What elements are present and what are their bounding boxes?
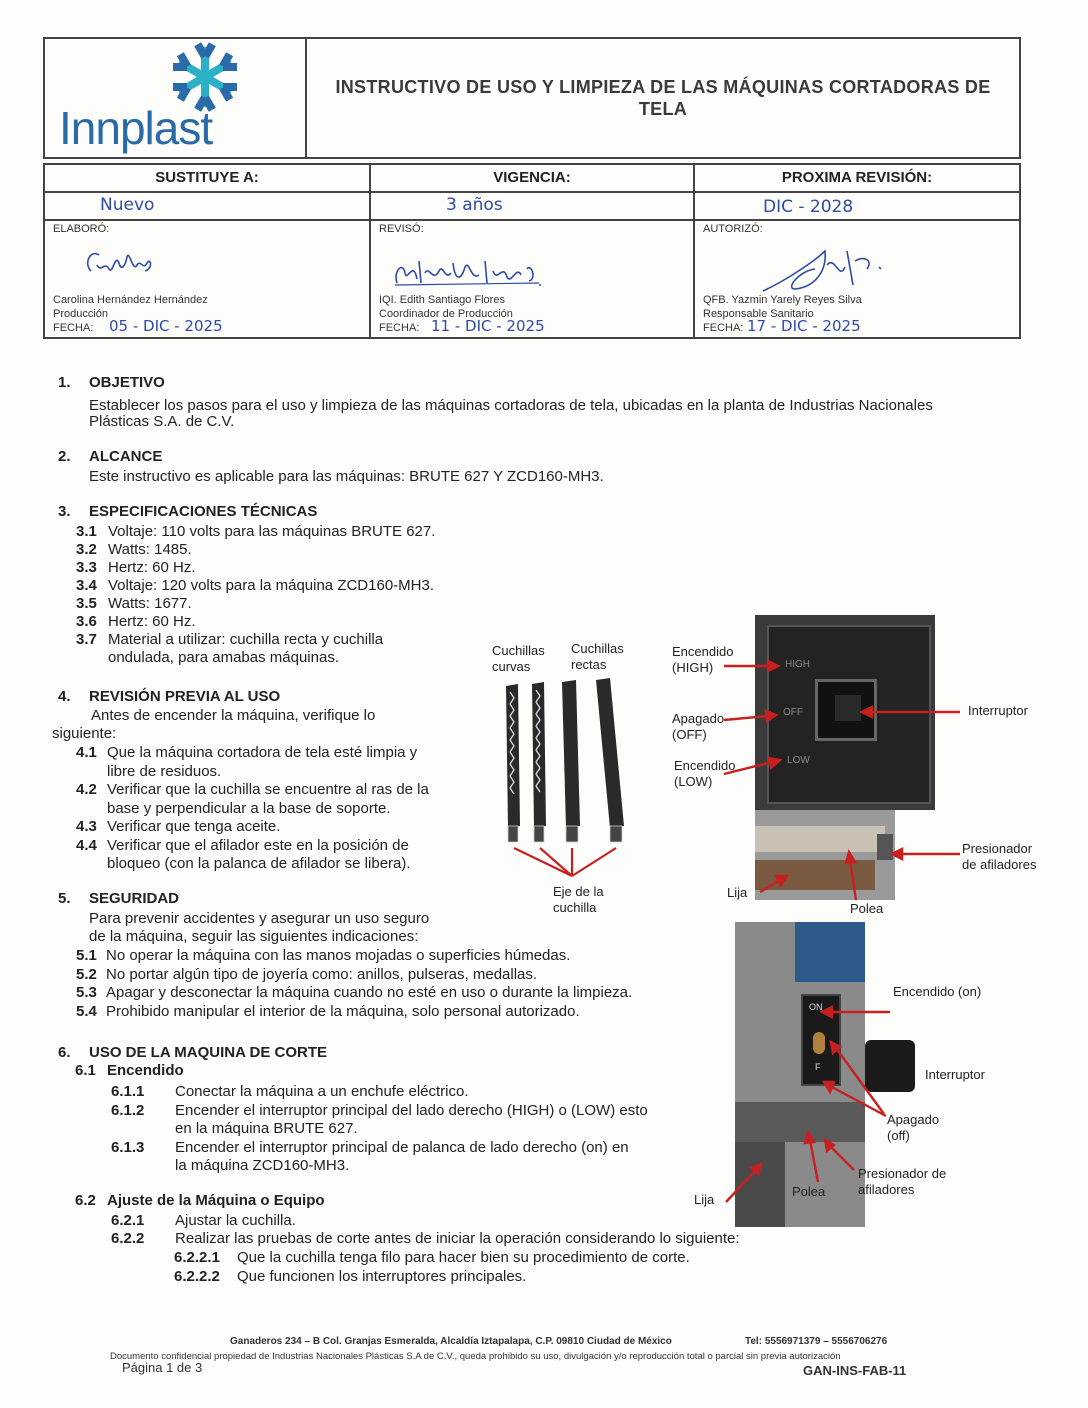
signature-yazmin-icon: [755, 241, 895, 301]
footer-page: Página 1 de 3: [122, 1360, 203, 1375]
fig3-label-interruptor: Interruptor: [925, 1067, 985, 1082]
fig2-low-line1: Encendido: [674, 758, 736, 773]
fig2-label-off: [672, 711, 724, 743]
section-4-title: REVISIÓN PREVIA AL USO: [89, 688, 281, 705]
item-text: Que funcionen los interruptores principales.: [237, 1267, 527, 1285]
fig2-off-line1: Apagado: [672, 711, 725, 726]
section-5-number: 5.: [58, 890, 71, 907]
fig3-label-apagado: [887, 1112, 939, 1144]
item-text: Hertz: 60 Hz.: [108, 559, 196, 576]
vigencia-header: VIGENCIA:: [371, 165, 695, 193]
fig1-curvas-line2: curvas: [492, 659, 531, 674]
stamp-f: F: [815, 1062, 821, 1072]
item-text: Realizar las pruebas de corte antes de iniciar la operación considerando lo siguiente:: [175, 1230, 740, 1247]
section-5-intro-line1: Para prevenir accidentes y asegurar un uso seguro: [89, 910, 430, 927]
autorizo-fecha: 17 - DIC - 2025: [747, 317, 861, 335]
item-number: 3.5: [76, 595, 97, 612]
item-number: 3.1: [76, 523, 97, 540]
item-text: Apagar y desconectar la máquina cuando no esté en uso o durante la limpieza.: [106, 984, 633, 1001]
item-number: 4.1: [76, 744, 97, 761]
item-text: Encender el interruptor principal de palanca de lado derecho (on) en: [175, 1139, 629, 1156]
fig2-label-polea: Polea: [850, 901, 884, 916]
section-1-number: 1.: [58, 374, 71, 391]
item-text-continued: bloqueo (con la palanca de afilador se libera).: [107, 855, 411, 872]
footer-code: GAN-INS-FAB-11: [803, 1363, 907, 1378]
fig2-pres-line2: de afiladores: [962, 857, 1037, 872]
stamp-on: ON: [809, 1002, 823, 1012]
fig2-label-lija: Lija: [727, 885, 748, 900]
item-text: Voltaje: 120 volts para la máquina ZCD160-MH3.: [108, 577, 435, 594]
sustituye-header: SUSTITUYE A:: [45, 165, 371, 193]
fig1-label-curvas: [492, 643, 545, 675]
fig2-low-line2: (LOW): [674, 774, 713, 789]
fig2-high-line2: (HIGH): [672, 660, 714, 675]
section-2-text: Este instructivo es aplicable para las máquinas: BRUTE 627 Y ZCD160-MH3.: [89, 468, 604, 485]
subsection-6-1-number: 6.1: [75, 1062, 96, 1079]
stamp-high: HIGH: [785, 659, 810, 670]
reviso-name: IQI. Edith Santiago Flores: [379, 294, 505, 306]
item-text: Watts: 1485.: [108, 541, 192, 558]
section-1-title: OBJETIVO: [89, 374, 165, 391]
item-text: No portar algún tipo de joyería como: anillos, pulseras, medallas.: [106, 965, 538, 983]
blades-illustration-icon: [496, 676, 646, 886]
footer-address: Ganaderos 234 – B Col. Granjas Esmeralda, Alcaldía Iztapalapa, C.P. 09810 Ciudad de México: [230, 1336, 672, 1347]
footer-confidential: Documento confidencial propiedad de Industrias Nacionales Plásticas S.A de C.V., queda prohibido su uso, divulgación y/o reproducción total o parcial sin previa autorización: [110, 1351, 841, 1362]
fig2-high-line1: Encendido: [672, 644, 734, 659]
subsection-6-1-title: Encendido: [107, 1062, 184, 1079]
fig2-label-interruptor: Interruptor: [968, 703, 1028, 718]
section-4-intro-line1: Antes de encender la máquina, verifique lo: [91, 707, 376, 724]
signature-carolina-icon: [81, 243, 161, 283]
item-number: 5.2: [76, 965, 97, 983]
sustituye-cell: [45, 193, 371, 221]
stamp-low: LOW: [787, 755, 810, 766]
item-text-continued: base y perpendicular a la base de soporte.: [107, 799, 391, 817]
fig2-label-presionador: [962, 841, 1036, 873]
item-number: 6.2.1: [111, 1212, 145, 1229]
item-number: 3.6: [76, 613, 97, 630]
stamp-off: OFF: [783, 707, 803, 718]
item-number: 6.1.1: [111, 1083, 145, 1100]
item-text: Ajustar la cuchilla.: [175, 1212, 296, 1229]
sustituye-value: Nuevo: [100, 195, 155, 215]
proxima-header: PROXIMA REVISIÓN:: [695, 165, 1019, 193]
autorizo-cell: [695, 221, 1019, 337]
reviso-cell: [371, 221, 695, 337]
item-text-continued: libre de residuos.: [107, 762, 222, 780]
section-4-number: 4.: [58, 688, 71, 705]
item-number: 5.3: [76, 984, 97, 1001]
section-3-number: 3.: [58, 503, 71, 520]
fig3-label-polea: Polea: [792, 1184, 826, 1199]
fig1-rectas-line2: rectas: [571, 657, 607, 672]
section-2-title: ALCANCE: [89, 448, 163, 465]
fig3-label-on: Encendido (on): [893, 984, 982, 999]
vigencia-value: 3 años: [446, 195, 503, 215]
fig3-apagado-line2: (off): [887, 1128, 910, 1143]
proxima-value: DIC - 2028: [763, 197, 854, 217]
item-text: Verificar que la cuchilla se encuentre al ras de la: [107, 781, 429, 798]
reviso-fecha: 11 - DIC - 2025: [431, 317, 545, 335]
fig3-label-lija: Lija: [694, 1192, 715, 1207]
item-text: Conectar la máquina a un enchufe eléctrico.: [175, 1083, 469, 1100]
section-1-text-line2: Plásticas S.A. de C.V.: [89, 413, 235, 430]
fig2-label-high: [672, 644, 733, 676]
item-text: Prohibido manipular el interior de la máquina, solo personal autorizado.: [106, 1002, 580, 1020]
item-number: 6.2.2: [111, 1230, 145, 1247]
item-number: 5.4: [76, 1002, 97, 1020]
section-1-text-line1: Establecer los pasos para el uso y limpieza de las máquinas cortadoras de tela, ubicadas en la planta de Industrias Nacionales: [89, 397, 933, 414]
item-text: Que la cuchilla tenga filo para hacer bien su procedimiento de corte.: [237, 1249, 690, 1266]
fig1-label-rectas: [571, 641, 624, 673]
autorizo-role: Responsable Sanitario: [703, 308, 814, 320]
logo-wordmark: Innplast: [59, 102, 213, 154]
item-number: 3.7: [76, 631, 97, 648]
reviso-fecha-label: FECHA:: [379, 322, 420, 334]
item-number: 3.2: [76, 541, 97, 558]
fig3-apagado-line1: Apagado: [887, 1112, 940, 1127]
fig3-pres-line2: afiladores: [858, 1182, 915, 1197]
item-text: Material a utilizar: cuchilla recta y cuchilla: [108, 631, 384, 648]
reviso-role: Coordinador de Producción: [379, 308, 513, 320]
company-logo: [45, 39, 307, 157]
elaboro-fecha: 05 - DIC - 2025: [109, 317, 223, 335]
fig1-eje-line2: cuchilla: [553, 900, 597, 915]
elaboro-label: ELABORÓ:: [53, 223, 110, 235]
autorizo-name: QFB. Yazmin Yarely Reyes Silva: [703, 294, 862, 306]
signature-edith-icon: [389, 253, 559, 293]
section-6-number: 6.: [58, 1044, 71, 1061]
fig2-off-line2: (OFF): [672, 727, 707, 742]
section-5-title: SEGURIDAD: [89, 890, 180, 907]
subsection-6-2-title: Ajuste de la Máquina o Equipo: [107, 1192, 325, 1209]
subsection-6-2-number: 6.2: [75, 1192, 96, 1209]
item-text-continued: la máquina ZCD160-MH3.: [175, 1157, 350, 1174]
item-number: 3.3: [76, 559, 97, 576]
elaboro-cell: [45, 221, 371, 337]
item-number: 6.1.3: [111, 1139, 145, 1156]
fig1-rectas-line1: Cuchillas: [571, 641, 624, 656]
item-number: 3.4: [76, 577, 97, 594]
item-text-continued: ondulada, para amabas máquinas.: [108, 649, 339, 666]
item-number: 6.2.2.2: [174, 1267, 220, 1285]
item-text: Que la máquina cortadora de tela esté limpia y: [107, 744, 418, 761]
fig1-eje-line1: Eje de la: [553, 884, 604, 899]
item-text: Watts: 1677.: [108, 595, 192, 612]
elaboro-fecha-label: FECHA:: [53, 322, 94, 334]
section-2-number: 2.: [58, 448, 71, 465]
item-number: 6.2.2.1: [174, 1249, 220, 1266]
item-number: 4.4: [76, 836, 97, 854]
fig3-pres-line1: Presionador de: [858, 1166, 947, 1181]
elaboro-name: Carolina Hernández Hernández: [53, 294, 208, 306]
fig1-curvas-line1: Cuchillas: [492, 643, 545, 658]
document-header: [43, 37, 1021, 159]
vigencia-cell: [371, 193, 695, 221]
fig2-pres-line1: Presionador: [962, 841, 1033, 856]
document-title: INSTRUCTIVO DE USO Y LIMPIEZA DE LAS MÁQUINAS CORTADORAS DE TELA: [335, 77, 991, 119]
footer-tel: Tel: 5556971379 – 5556706276: [745, 1336, 888, 1347]
autorizo-label: AUTORIZÓ:: [703, 223, 763, 235]
item-number: 4.3: [76, 818, 97, 835]
proxima-cell: [695, 193, 1019, 221]
item-text: Voltaje: 110 volts para las máquinas BRUTE 627.: [108, 523, 436, 540]
item-text: No operar la máquina con las manos mojadas o superficies húmedas.: [106, 947, 571, 964]
item-number: 5.1: [76, 947, 97, 964]
item-text: Verificar que tenga aceite.: [107, 818, 281, 835]
item-text: Encender el interruptor principal del lado derecho (HIGH) o (LOW) esto: [175, 1102, 648, 1119]
control-table: [43, 163, 1021, 339]
fig2-label-low: [674, 758, 735, 790]
reviso-label: REVISÓ:: [379, 223, 424, 235]
item-number: 6.1.2: [111, 1102, 145, 1119]
fig3-label-presionador: [858, 1166, 946, 1198]
section-6-title: USO DE LA MAQUINA DE CORTE: [89, 1044, 328, 1061]
fig1-label-eje: [553, 884, 604, 916]
elaboro-role: Producción: [53, 308, 109, 320]
section-5-intro-line2: de la máquina, seguir las siguientes indicaciones:: [89, 928, 419, 945]
section-3-title: ESPECIFICACIONES TÉCNICAS: [89, 503, 318, 520]
item-text-continued: en la máquina BRUTE 627.: [175, 1120, 358, 1137]
section-4-intro-line2: siguiente:: [52, 725, 117, 742]
item-text: Verificar que el afilador este en la posición de: [107, 836, 409, 854]
autorizo-fecha-label: FECHA:: [703, 322, 744, 334]
item-number: 4.2: [76, 781, 97, 798]
item-text: Hertz: 60 Hz.: [108, 613, 196, 630]
